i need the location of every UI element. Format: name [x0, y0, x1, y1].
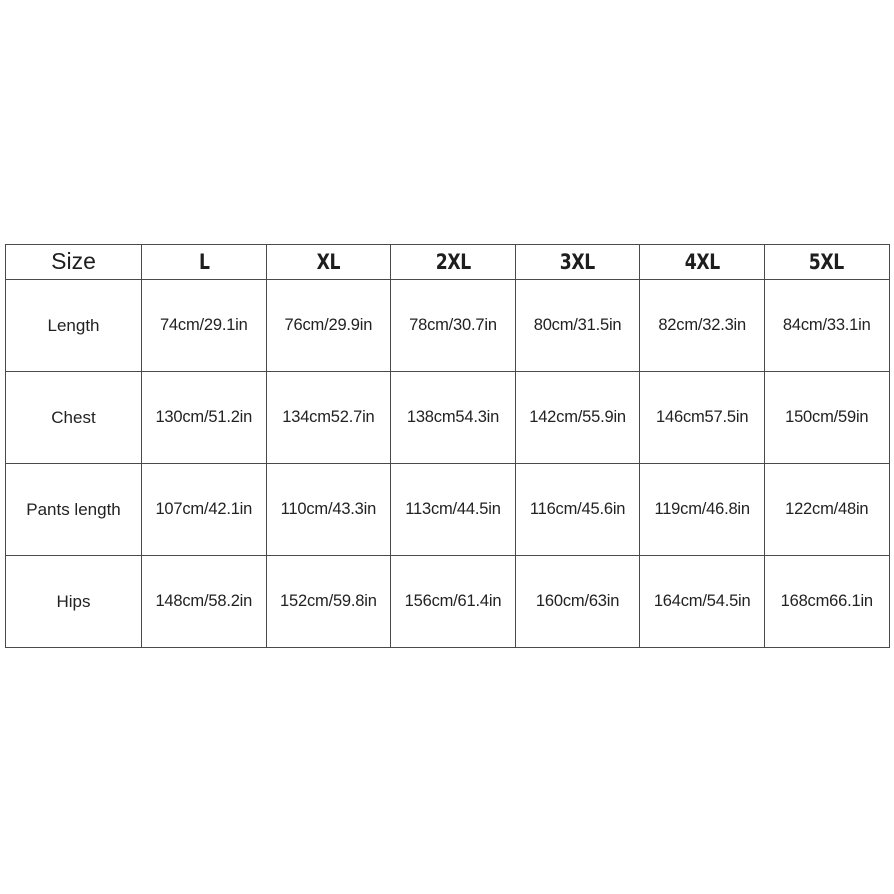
- table-cell: 122cm/48in: [764, 464, 889, 556]
- table-cell: 138cm54.3in: [391, 372, 516, 464]
- table-cell: 134cm52.7in: [266, 372, 391, 464]
- size-header-4xl: 4XL: [651, 245, 753, 280]
- size-corner-label: Size: [6, 245, 142, 280]
- table-cell: 84cm/33.1in: [764, 280, 889, 372]
- table-cell: 113cm/44.5in: [391, 464, 516, 556]
- size-header-xl: XL: [277, 245, 379, 280]
- table-cell: 107cm/42.1in: [142, 464, 267, 556]
- table-cell: 78cm/30.7in: [391, 280, 516, 372]
- table-row-hips: [6, 556, 890, 648]
- table-cell: 160cm/63in: [515, 556, 640, 648]
- table-cell: 168cm66.1in: [764, 556, 889, 648]
- table-cell: 76cm/29.9in: [266, 280, 391, 372]
- header-row: [6, 245, 890, 280]
- table-cell: 82cm/32.3in: [640, 280, 765, 372]
- table-cell: 148cm/58.2in: [142, 556, 267, 648]
- row-label-hips: Hips: [6, 556, 142, 648]
- table-cell: 150cm/59in: [764, 372, 889, 464]
- table-cell: 130cm/51.2in: [142, 372, 267, 464]
- table-row-length: [6, 280, 890, 372]
- size-chart-table: [5, 244, 890, 648]
- table-cell: 156cm/61.4in: [391, 556, 516, 648]
- table-cell: 110cm/43.3in: [266, 464, 391, 556]
- table-cell: 164cm/54.5in: [640, 556, 765, 648]
- row-label-pants-length: Pants length: [6, 464, 142, 556]
- table-row-pants-length: [6, 464, 890, 556]
- size-header-5xl: 5XL: [776, 245, 878, 280]
- table-cell: 119cm/46.8in: [640, 464, 765, 556]
- table-cell: 80cm/31.5in: [515, 280, 640, 372]
- row-label-length: Length: [6, 280, 142, 372]
- table-row-chest: [6, 372, 890, 464]
- table-cell: 74cm/29.1in: [142, 280, 267, 372]
- table-cell: 116cm/45.6in: [515, 464, 640, 556]
- table-cell: 146cm57.5in: [640, 372, 765, 464]
- row-label-chest: Chest: [6, 372, 142, 464]
- size-header-2xl: 2XL: [402, 245, 504, 280]
- size-header-l: L: [153, 245, 255, 280]
- size-header-3xl: 3XL: [526, 245, 628, 280]
- table-cell: 152cm/59.8in: [266, 556, 391, 648]
- table-cell: 142cm/55.9in: [515, 372, 640, 464]
